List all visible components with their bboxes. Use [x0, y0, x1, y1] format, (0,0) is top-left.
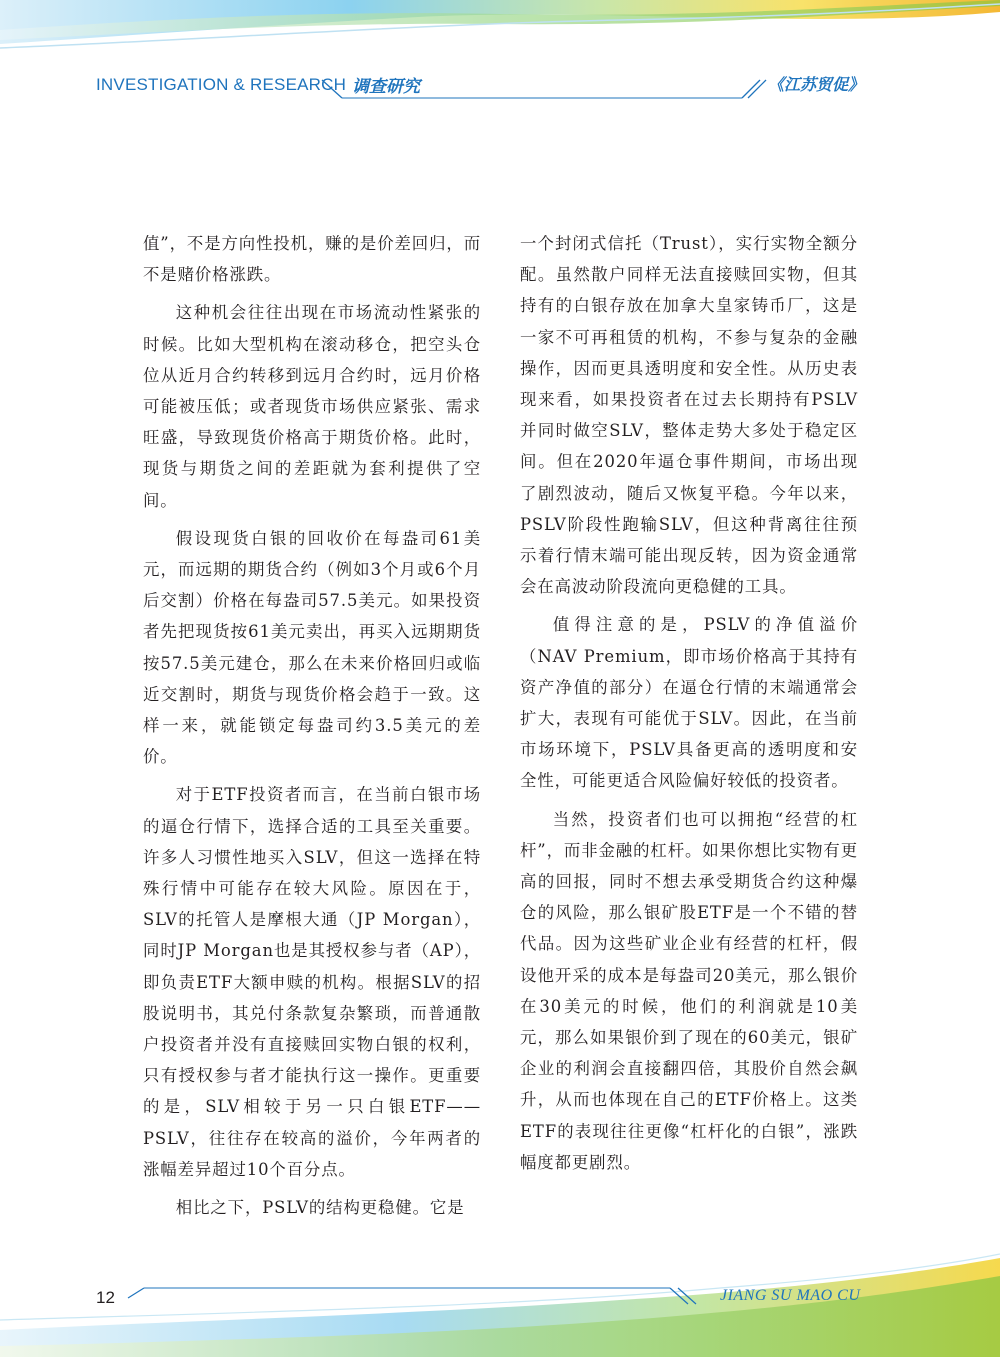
paragraph: 假设现货白银的回收价在每盎司61美元，而远期的期货合约（例如3个月或6个月后交割）价格在每盎司57.5美元。如果投资者先把现货按61美元卖出，再买入远期期货按57.5美元建仓，那么在未来价格回归或临近交割时，期货与现货价格会趋于一致。这样一来，就能锁定每盎司约3.5美元的差价。	[143, 528, 481, 767]
page-number: 12	[96, 1288, 115, 1307]
paragraph: 当然，投资者们也可以拥抱“经营的杠杆”，而非金融的杠杆。如果你想比实物有更高的回报，同时不想去承受期货合约这种爆仓的风险，那么银矿股ETF是一个不错的替代品。因为这些矿业企业有经营的杠杆，假设他开采的成本是每盎司20美元，那么银价在30美元的时候，他们的利润就是10美元，那么如果银价到了现在的60美元，银矿企业的利润会直接翻四倍，其股价自然会飙升，从而也体现在自己的ETF价格上。这类ETF的表现往往更像“杠杆化的白银”，涨跌幅度都更剧烈。	[520, 809, 858, 1172]
paragraph: 值得注意的是，PSLV的净值溢价（NAV Premium，即市场价格高于其持有资产净值的部分）在逼仓行情的末端通常会扩大，表现有可能优于SLV。因此，在当前市场环境下，PSLV具备更高的透明度和安全性，可能更适合风险偏好较低的投资者。	[520, 615, 858, 791]
article-column-left	[143, 228, 481, 1230]
paragraph: 这种机会往往出现在市场流动性紧张的时候。比如大型机构在滚动移仓，把空头仓位从近月合约转移到远月合约时，远月价格可能被压低；或者现货市场供应紧张、需求旺盛，导致现货价格高于期货价格。此时，现货与期货之间的差距就为套利提供了空间。	[143, 303, 481, 510]
paragraph: 对于ETF投资者而言，在当前白银市场的逼仓行情下，选择合适的工具至关重要。许多人习惯性地买入SLV，但这一选择在特殊行情中可能存在较大风险。原因在于，SLV的托管人是摩根大通（JP Morgan），同时JP Morgan也是其授权参与者（AP），即负责ETF大额申赎的机构。根据SLV的招股说明书，其兑付条款复杂繁琐，而普通散户投资者并没有直接赎回实物白银的权利，只有授权参与者才能执行这一操作。更重要的是，SLV相较于另一只白银ETF——PSLV，往往存在较高的溢价，今年两者的涨幅差异超过10个百分点。	[143, 785, 481, 1179]
top-wave-decoration	[0, 0, 1000, 75]
section-title-en: INVESTIGATION & RESEARCH	[96, 75, 347, 94]
paragraph: 值”，不是方向性投机，赚的是价差回归，而不是赌价格涨跌。	[143, 234, 481, 285]
paragraph: 一个封闭式信托（Trust），实行实物全额分配。虽然散户同样无法直接赎回实物，但其持有的白银存放在加拿大皇家铸币厂，这是一家不可再租赁的机构，不参与复杂的金融操作，因而更具透明度和安全性。从历史表现来看，如果投资者在过去长期持有PSLV并同时做空SLV，整体走势大多处于稳定区间。但在2020年逼仓事件期间，市场出现了剧烈波动，随后又恢复平稳。今年以来，PSLV阶段性跑输SLV，但这种背离往往预示着行情末端可能出现反转，因为资金通常会在高波动阶段流向更稳健的工具。	[520, 234, 858, 597]
article-column-right	[520, 228, 858, 1185]
paragraph: 相比之下，PSLV的结构更稳健。它是	[175, 1198, 465, 1218]
section-title-cn: 调查研究	[352, 77, 420, 97]
magazine-name-cn: 《江苏贸促》	[768, 75, 865, 94]
magazine-name-en: JIANG SU MAO CU	[720, 1287, 861, 1304]
